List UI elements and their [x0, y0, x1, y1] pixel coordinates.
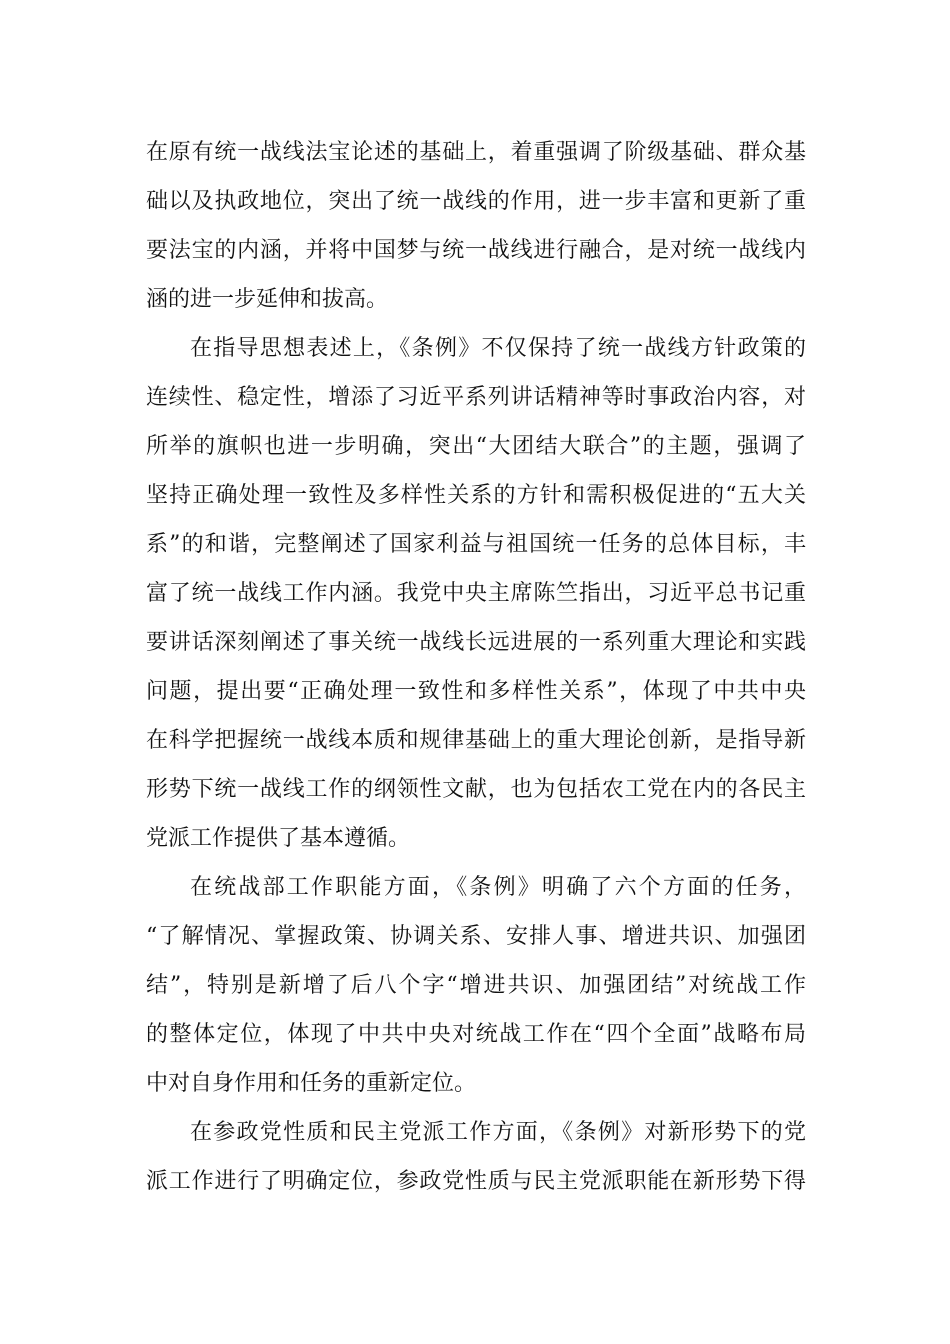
text-line: 坚持正确处理一致性及多样性关系的方针和需积极促进的“五大关	[146, 483, 806, 508]
paragraph-first-line: 在参政党性质和民主党派工作方面，《条例》对新形势下的党	[190, 1120, 806, 1145]
text-line: 结”，特别是新增了后八个字“增进共识、加强团结”对统战工作	[146, 973, 806, 998]
text-line: 在科学把握统一战线本质和规律基础上的重大理论创新，是指导新	[146, 728, 806, 753]
text-line: 在原有统一战线法宝论述的基础上，着重强调了阶级基础、群众基	[146, 140, 806, 165]
text-line: 要讲话深刻阐述了事关统一战线长远进展的一系列重大理论和实践	[146, 630, 806, 655]
text-line: 问题，提出要“正确处理一致性和多样性关系”，体现了中共中央	[146, 679, 806, 704]
text-line: 党派工作提供了基本遵循。	[146, 826, 411, 851]
text-line: 所举的旗帜也进一步明确，突出“大团结大联合”的主题，强调了	[146, 434, 806, 459]
paragraph-first-line: 在统战部工作职能方面，《条例》明确了六个方面的任务，	[190, 875, 806, 900]
document-body	[146, 128, 806, 1206]
text-line: 要法宝的内涵，并将中国梦与统一战线进行融合，是对统一战线内	[146, 238, 806, 263]
text-line: “了解情况、掌握政策、协调关系、安排人事、增进共识、加强团	[146, 924, 806, 949]
text-line: 涵的进一步延伸和拔高。	[146, 287, 389, 312]
paragraph-first-line: 在指导思想表述上，《条例》不仅保持了统一战线方针政策的	[190, 336, 806, 361]
text-line: 础以及执政地位，突出了统一战线的作用，进一步丰富和更新了重	[146, 189, 806, 214]
text-line: 富了统一战线工作内涵。我党中央主席陈竺指出，习近平总书记重	[146, 581, 806, 606]
text-line: 连续性、稳定性，增添了习近平系列讲话精神等时事政治内容，对	[146, 385, 806, 410]
text-line: 中对自身作用和任务的重新定位。	[146, 1071, 477, 1096]
text-line: 派工作进行了明确定位，参政党性质与民主党派职能在新形势下得	[146, 1169, 806, 1194]
text-line: 的整体定位，体现了中共中央对统战工作在“四个全面”战略布局	[146, 1022, 806, 1047]
text-line: 形势下统一战线工作的纲领性文献，也为包括农工党在内的各民主	[146, 777, 806, 802]
text-line: 系”的和谐，完整阐述了国家利益与祖国统一任务的总体目标，丰	[146, 532, 806, 557]
